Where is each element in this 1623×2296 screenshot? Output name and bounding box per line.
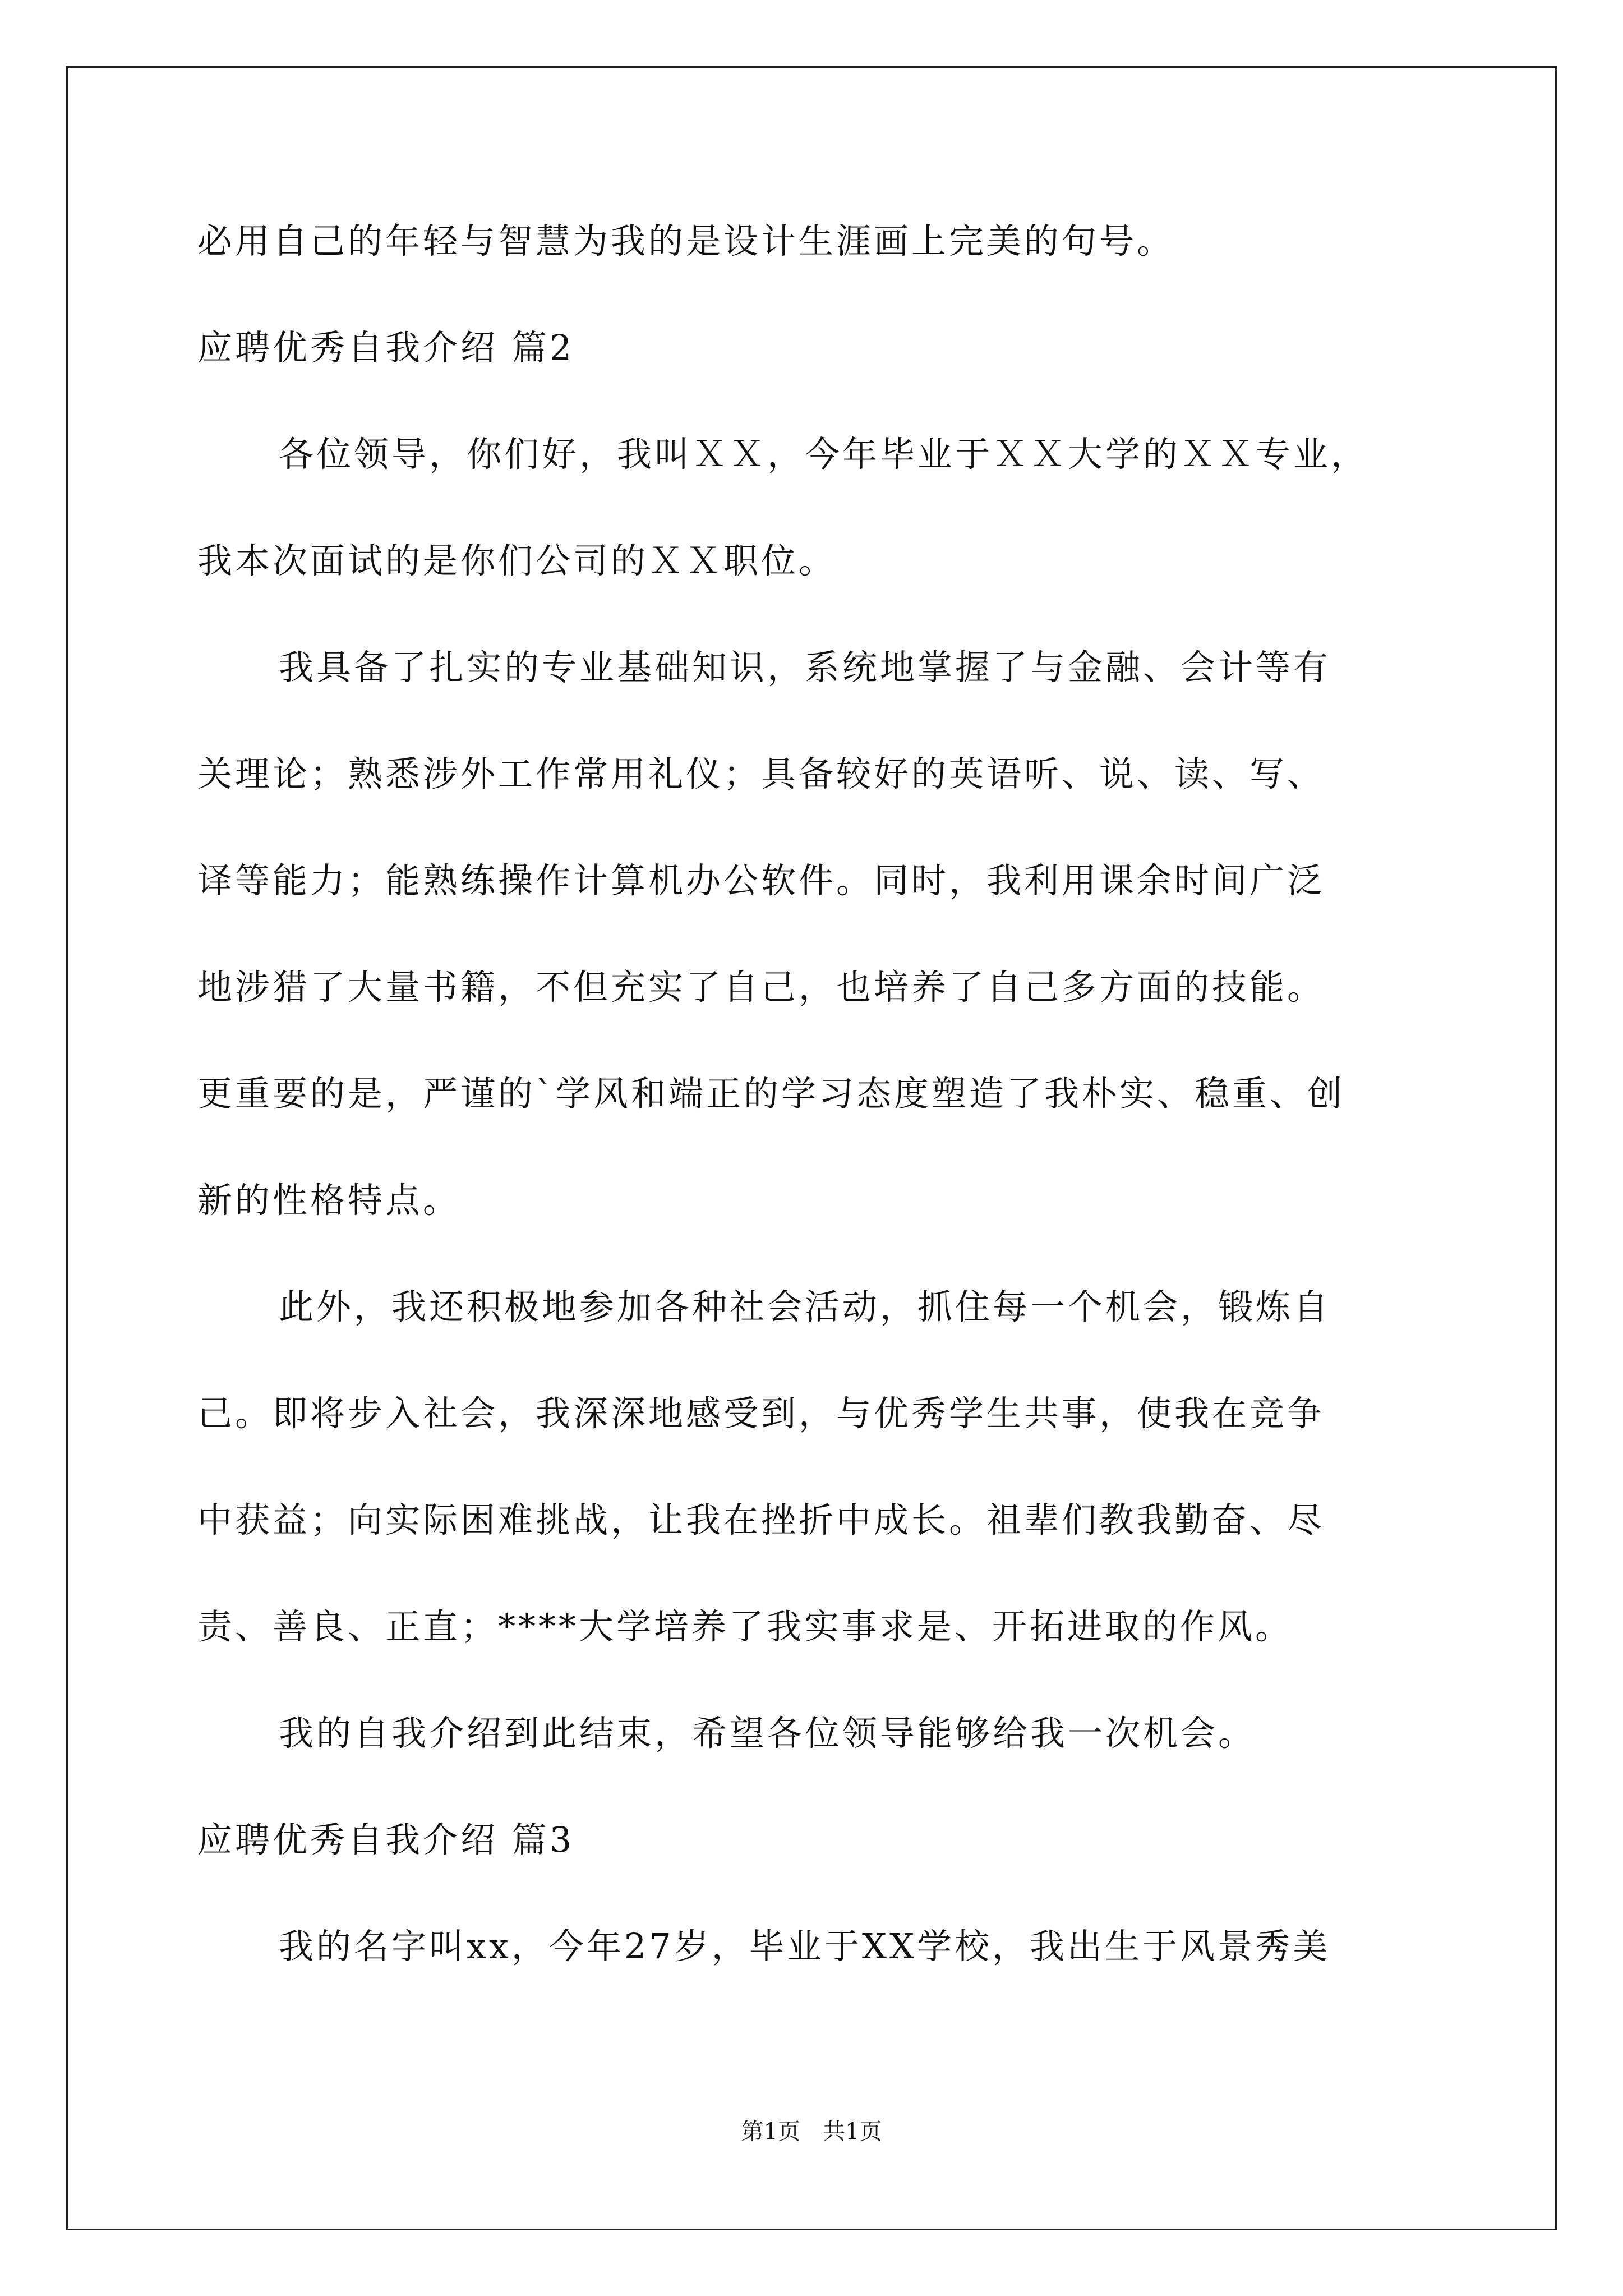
paragraph-line: 更重要的是，严谨的`学风和端正的学习态度塑造了我朴实、稳重、创 xyxy=(197,1073,1345,1114)
page-border xyxy=(66,66,1557,2230)
paragraph-line: 责、善良、正直；****大学培养了我实事求是、开拓进取的作风。 xyxy=(197,1606,1293,1647)
paragraph-line: 新的性格特点。 xyxy=(197,1180,461,1221)
page-footer: 第1页 共1页 xyxy=(741,2119,882,2145)
paragraph-line: 我的名字叫xx，今年27岁，毕业于XX学校，我出生于风景秀美 xyxy=(279,1926,1331,1967)
paragraph-line: 我的自我介绍到此结束，希望各位领导能够给我一次机会。 xyxy=(279,1713,1256,1754)
paragraph-line: 各位领导，你们好，我叫ＸＸ，今年毕业于ＸＸ大学的ＸＸ专业， xyxy=(279,434,1369,475)
section-heading: 应聘优秀自我介绍 篇2 xyxy=(197,327,575,368)
section-heading: 应聘优秀自我介绍 篇3 xyxy=(197,1819,575,1860)
paragraph-line: 此外，我还积极地参加各种社会活动，抓住每一个机会，锻炼自 xyxy=(279,1286,1331,1327)
paragraph-line: 必用自己的年轻与智慧为我的是设计生涯画上完美的句号。 xyxy=(197,220,1175,261)
paragraph-line: 我具备了扎实的专业基础知识，系统地掌握了与金融、会计等有 xyxy=(279,647,1331,688)
paragraph-line: 中获益；向实际困难挑战，让我在挫折中成长。祖辈们教我勤奋、尽 xyxy=(197,1499,1325,1540)
paragraph-line: 我本次面试的是你们公司的ＸＸ职位。 xyxy=(197,540,837,581)
paragraph-line: 己。即将步入社会，我深深地感受到，与优秀学生共事，使我在竞争 xyxy=(197,1393,1325,1434)
paragraph-line: 地涉猎了大量书籍，不但充实了自己，也培养了自己多方面的技能。 xyxy=(197,967,1325,1007)
paragraph-line: 关理论；熟悉涉外工作常用礼仪；具备较好的英语听、说、读、写、 xyxy=(197,753,1325,794)
paragraph-line: 译等能力；能熟练操作计算机办公软件。同时，我利用课余时间广泛 xyxy=(197,860,1325,901)
